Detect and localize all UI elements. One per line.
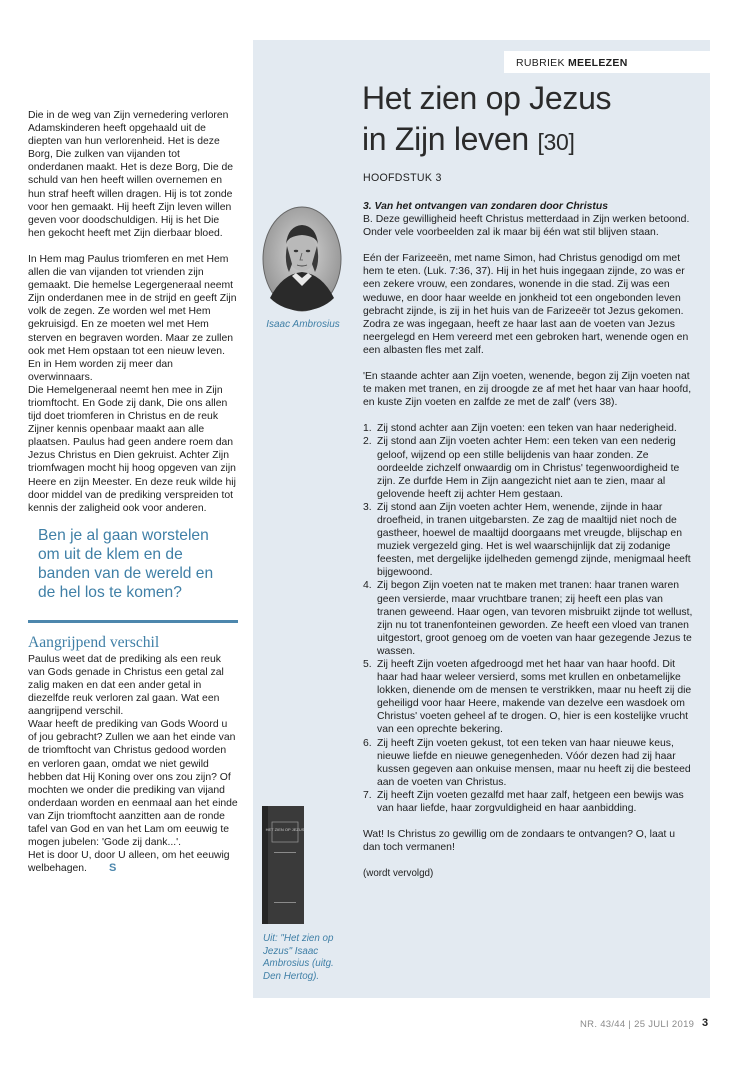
chapter-label: HOOFDSTUK 3 — [363, 172, 442, 184]
left-paragraph-3: Die Hemelgeneraal neemt hen mee in Zijn triomftocht. En Gode zij dank, Die ons allen tijd doet triomferen in Christus en de reuk Zijner kennis openbaar maakt aan alle plaatsen. Paulus had geen andere roem dan Jezus Christus en Dien gekruist. Achter Zijn triomfwagen mocht hij hoog opgeven van zijn Heere en zijn Meester. En deze reuk wilde hij door middel van de prediking verspreiden tot kennis der zaligheid ook voor anderen. — [28, 384, 236, 514]
closing-line: Het is door U, door U alleen, om het eeuwig welbehagen. — [28, 850, 230, 875]
book-spine-title: HET ZIEN OP JEZUS — [265, 827, 304, 832]
book-caption: Uit: "Het zien op Jezus" Isaac Ambrosius (uitg. Den Hertog). — [263, 933, 334, 982]
left-paragraph-4: Paulus weet dat de prediking als een reuk van Gods genade in Christus een getal zal zalig maken en dat een ander getal in diezelfde reuk verloren zal gaan. Wat een aangrijpend verschil. — [28, 653, 224, 718]
list-item: 6. Zij heeft Zijn voeten gekust, tot een teken van haar nieuwe keus, nieuwe liefde en nieuwe genegenheden. Vóór dezen had zij haar kussen gegeven aan onkuise mensen, maar nu heeft zij die besteed aan de voeten van Christus. — [363, 737, 691, 788]
list-item: 2. Zij stond aan Zijn voeten achter Hem: een teken van een nederig geloof, wijzend op een stille belijdenis van haar zonden. Ze oordeelde zichzelf onwaardig om in Christus' tegenwoordigheid te zijn. Ze durfde Hem in Zijn aangezicht niet aan te zien, maar al gelovende heeft zij achter Hem gestaan. — [363, 436, 680, 500]
list-item: 5. Zij heeft Zijn voeten afgedroogd met het haar van haar hoofd. Dit haar had haar weleer versierd, soms met krullen en onbetamelijke lokken, dienende om de mensen te verstrikken, maar nu heeft zij die geheiligd voor haar Heere, makende van dezelve een wasdoek om Christus' voeten geheel af te drogen. O, hier is een kostelijke vrucht van een oprechte bekering. — [363, 659, 692, 736]
left-paragraph-6 — [28, 849, 238, 875]
list-item: 7. Zij heeft Zijn voeten gezalfd met haar zalf, hetgeen een bewijs was van haar liefde, haar zorgvuldigheid en haar aanbidding. — [363, 789, 684, 815]
section-heading: Aangrijpend verschil — [28, 633, 160, 651]
article-story: Eén der Farizeeën, met name Simon, had Christus genodigd om met hem te eten. (Luk. 7:36, 37). Hij in het huis ingegaan zijnde, zo was er een zekere vrouw, een zondares, wonende in die stad. Zij was een weduwe, en door haar weelde en jonkheid tot een ongebonden leven gebracht zijnde, is zij in het huis van de Farizeeër tot Jezus gekomen. Zodra ze was ingegaan, heeft ze haar last aan de voeten van Jezus neergelegd en Hem vereerd met een gebroken hart, wenende ogen en een albasten fles met zalf. — [363, 253, 689, 356]
list-item: 4. Zij begon Zijn voeten nat te maken met tranen: haar tranen waren geen versierde, maar vruchtbare tranen; zij heeft een plas van tranen geweend. Haar ogen, van tevoren misbruikt zijnde tot wellust, zijn nu tot tranenfonteinen geworden. Ze heeft een vloed van tranen uitgestort, groot genoeg om de voeten van haar gezegende Jezus te wassen. — [363, 580, 693, 657]
continued-note: (wordt vervolgd) — [363, 868, 434, 880]
numbered-list — [363, 422, 695, 815]
left-paragraph-5: Waar heeft de prediking van Gods Woord u of jou gebracht? Zullen we aan het einde van de triomftocht van Christus gedood worden en verloren gaan, omdat we niet gewild hebben dat Hij Koning over ons zou zijn? Of mochten we onder die prediking van vijand onderdaan worden en eenmaal aan het einde van Zijn triomftocht aanzitten aan de ronde tafel van God en van het Lam om eeuwig te mogen jubelen: 'Gode zij dank...'. — [28, 719, 238, 849]
pull-quote: Ben je al gaan worstelen om uit de klem en de banden van de wereld en de hel los te komen? — [38, 526, 214, 601]
left-column — [28, 109, 238, 875]
portrait-image — [262, 206, 342, 312]
title-line-2: in Zijn leven — [362, 121, 529, 157]
article-closing: Wat! Is Christus zo gewillig om de zondaars te ontvangen? O, laat u dan toch vermanen! — [363, 829, 676, 854]
list-item: 3. Zij stond aan Zijn voeten achter Hem, wenende, zijnde in haar droefheid, in tranen uitgebarsten. Ze zag de maaltijd niet noch de gastheer, hoewel de maaltijd doorgaans met vreugde, blijschap en muziek vergezeld ging. Het is wel waarschijnlijk dat zij zodanige feesten, met dergelijke ijdelheden gemengd zijnde, menigmaal heeft bijgewoond. — [363, 501, 691, 579]
end-mark-icon: S — [108, 862, 117, 875]
article-body — [363, 200, 695, 880]
issue-label: NR. 43/44 | 25 JULI 2019 — [580, 1019, 695, 1030]
portrait-caption: Isaac Ambrosius — [266, 319, 340, 330]
page-number: 3 — [702, 1017, 709, 1029]
book-image — [262, 806, 304, 924]
left-paragraph-2: In Hem mag Paulus triomferen en met Hem allen die van vijanden tot vrienden zijn gemaakt. Die hemelse Legergeneraal neemt Zijn onderdanen mee in de strijd en geeft Zijn volk de zegen. Ze worden wel met Hem gekruisigd. En ze moeten wel met Hem sterven en begraven worden. Maar ze zullen ook met Hem opstaan tot een nieuw leven. En in Hem worden zij meer dan overwinnaars. — [28, 253, 237, 383]
article-intro: B. Deze gewilligheid heeft Christus metterdaad in Zijn werken betoond. Onder vele voorbeelden zal ik maar bij één wat stil blijven staan. — [363, 214, 690, 239]
rubric-label — [504, 51, 710, 73]
article-subheading: 3. Van het ontvangen van zondaren door Christus — [363, 201, 608, 212]
list-item: 1. Zij stond achter aan Zijn voeten: een teken van haar nederigheid. — [363, 423, 677, 435]
title-line-1: Het zien op Jezus — [362, 80, 612, 116]
title-number: [30] — [537, 129, 575, 155]
section-divider — [28, 620, 238, 623]
page-title — [362, 78, 707, 163]
rubric-name: MEELEZEN — [568, 57, 628, 69]
rubric-prefix: RUBRIEK — [516, 57, 565, 69]
article-quote: 'En staande achter aan Zijn voeten, wenende, begon zij Zijn voeten nat te maken met tranen, en zij droogde ze af met het haar van haar hoofd, en kuste Zijn voeten en zalfde ze met de zalf' (vers 38). — [363, 371, 692, 409]
left-paragraph-1: Die in de weg van Zijn vernedering verloren Adamskinderen heeft opgehaald uit de diepten van hun verlorenheid. Het is deze Borg, Die zulken van vijanden tot onderdanen maakt. Het is deze Borg, Die de schuld van hen heeft willen overnemen en hun straf heeft willen dragen. Hij is tot zonde voor hen gemaakt. Hij heeft Zijn leven willen geven voor doodschuldigen. Hij is het Die hen gekocht heeft met Zijn dierbaar bloed. — [28, 110, 234, 239]
